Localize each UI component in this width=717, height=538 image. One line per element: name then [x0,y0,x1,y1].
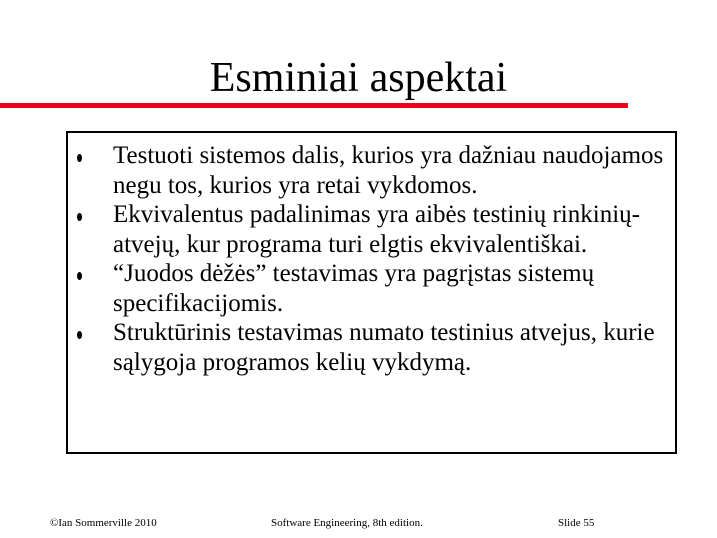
content-box [66,131,677,454]
footer-slide-number: Slide 55 [558,517,595,529]
footer-book: Software Engineering, 8th edition. [271,517,423,529]
title-underline [0,103,628,108]
bullet-item [68,259,675,318]
bullet-text: “Juodos dėžės” testavimas yra pagrįstas sistemų specifikacijomis. [113,260,595,317]
bullet-item [68,141,675,200]
bullet-text: Ekvivalentus padalinimas yra aibės testinių rinkinių-atvejų, kur programa turi elgtis ekvivalentiškai. [113,201,640,258]
bullet-dot-icon [77,154,82,162]
bullet-text: Struktūrinis testavimas numato testinius atvejus, kurie sąlygoja programos kelių vykdymą. [113,319,655,376]
bullet-dot-icon [77,213,82,221]
bullet-list [68,141,675,377]
bullet-text: Testuoti sistemos dalis, kurios yra dažniau naudojamos negu tos, kurios yra retai vykdomos. [113,142,664,199]
bullet-dot-icon [77,272,82,280]
footer-copyright: ©Ian Sommerville 2010 [50,517,157,529]
bullet-item [68,318,675,377]
bullet-dot-icon [77,331,82,339]
bullet-item [68,200,675,259]
slide-title: Esminiai aspektai [209,55,508,101]
